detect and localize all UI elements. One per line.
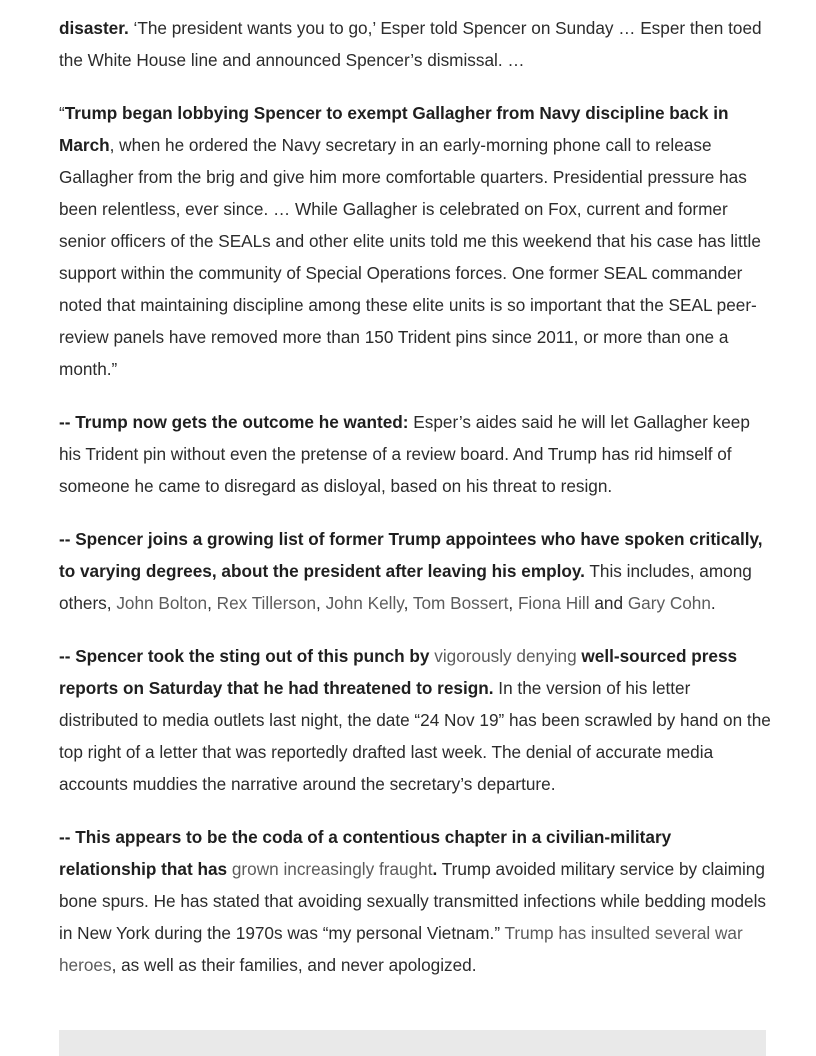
bold-lead: -- Spencer joins a growing list of former Trump appointees who have spoken critically, to varying degrees, about the president after leaving his employ. — [59, 529, 763, 581]
paragraph-civil-military — [59, 821, 771, 981]
link-tom-bossert[interactable]: Tom Bossert — [412, 593, 509, 613]
bold-period: . — [432, 859, 438, 879]
link-gary-cohn[interactable]: Gary Cohn — [627, 593, 711, 613]
paragraph-text: This includes, among others, — [59, 561, 752, 613]
bold-lead-continued: well-sourced press reports on Saturday that he had threatened to resign. — [59, 646, 738, 698]
link-grown-increasingly-fraught[interactable]: grown increasingly fraught — [231, 859, 433, 879]
separator: , — [207, 593, 217, 613]
paragraph-appointees-list — [59, 523, 771, 619]
paragraph-esper-dismissal — [59, 12, 771, 76]
link-fiona-hill[interactable]: Fiona Hill — [517, 593, 590, 613]
article-body — [59, 12, 771, 1002]
paragraph-text: In the version of his letter distributed to media outlets last night, the date “24 Nov 19” has been scrawled by hand on the top right of a letter that was reportedly drafted last week. The denial of accurate media accounts muddies the narrative around the secretary’s departure. — [59, 678, 771, 794]
bold-lead: -- Spencer took the sting out of this punch by — [59, 646, 435, 666]
link-john-bolton[interactable]: John Bolton — [116, 593, 208, 613]
paragraph-denial — [59, 640, 771, 800]
separator: and — [589, 593, 628, 613]
link-insulted-war-heroes[interactable]: Trump has insulted several war heroes — [59, 923, 743, 975]
bold-lead: disaster. — [59, 18, 129, 38]
link-john-kelly[interactable]: John Kelly — [325, 593, 404, 613]
paragraph-outcome — [59, 406, 771, 502]
paragraph-lobbying-quote — [59, 97, 771, 385]
paragraph-text: ‘The president wants you to go,’ Esper told Spencer on Sunday … Esper then toed the White House line and announced Spencer’s dismissal. … — [59, 18, 762, 70]
separator: , — [403, 593, 413, 613]
paragraph-text: Trump avoided military service by claiming bone spurs. He has stated that avoiding sexually transmitted infections while bedding models in New York during the 1970s was “my personal Vietnam.” — [59, 859, 767, 943]
bold-lead: -- This appears to be the coda of a contentious chapter in a civilian-military relationship that has — [59, 827, 672, 879]
link-vigorously-denying[interactable]: vigorously denying — [434, 646, 577, 666]
paragraph-text: Esper’s aides said he will let Gallagher keep his Trident pin without even the pretense of a review board. And Trump has rid himself of someone he came to disregard as disloyal, based on his threat to resign. — [59, 412, 750, 496]
paragraph-text: . — [710, 593, 716, 613]
paragraph-text: , when he ordered the Navy secretary in an early-morning phone call to release Gallagher from the brig and give him more comfortable quarters. Presidential pressure has been relentless, ever since. … While Gallagher is celebrated on Fox, current and former senior officers of the SEALs and other elite units told me this weekend that his case has little support within the community of Special Operations forces. One former SEAL commander noted that maintaining discipline among these elite units is so important that the SEAL peer-review panels have removed more than 150 Trident pins since 2011, or more than one a month.” — [59, 135, 761, 379]
separator: , — [316, 593, 326, 613]
open-quote: “ — [59, 103, 65, 123]
bold-lead: -- Trump now gets the outcome he wanted: — [59, 412, 409, 432]
bold-lead: Trump began lobbying Spencer to exempt Gallagher from Navy discipline back in March — [59, 103, 729, 155]
footer-gray-box — [59, 1030, 766, 1056]
link-rex-tillerson[interactable]: Rex Tillerson — [216, 593, 317, 613]
separator: , — [508, 593, 518, 613]
paragraph-text: , as well as their families, and never apologized. — [111, 955, 477, 975]
